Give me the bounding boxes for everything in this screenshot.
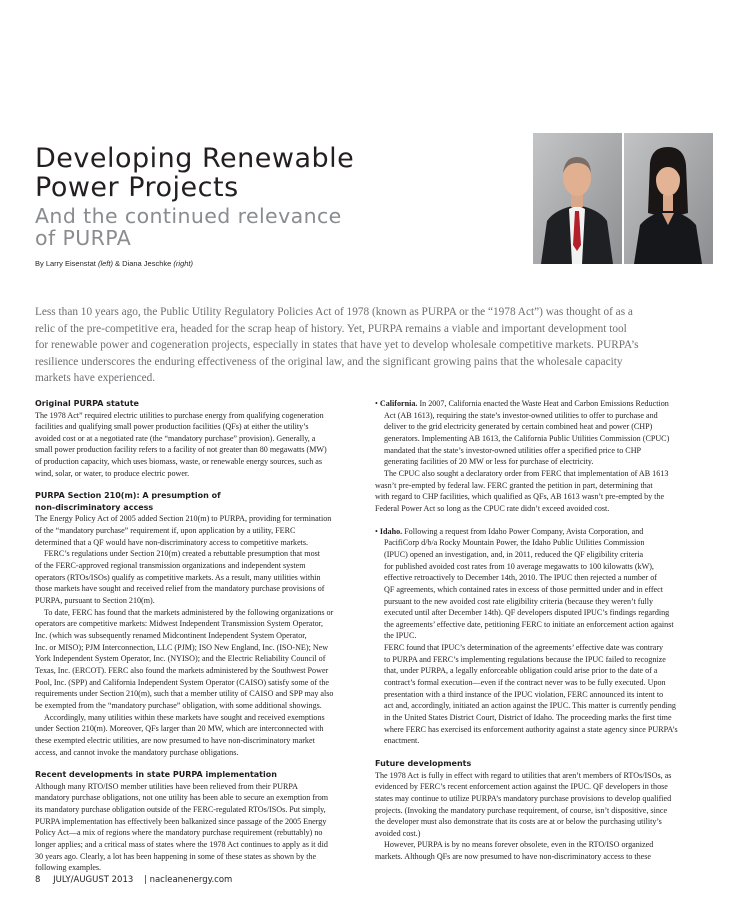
body-line: for published avoided cost rates from 10 average megawatts to 100 kilowatts (kW), xyxy=(384,561,654,571)
body-line: mandatory purchase obligations, not one utility has been able to secure an exemption from xyxy=(35,793,329,803)
bullet-icon: • xyxy=(375,526,378,536)
body-line: PacifiCorp d/b/a Rocky Mountain Power, the Idaho Public Utilities Commission xyxy=(384,538,645,548)
body-line: be exempted from the “mandatory purchase” obligation, with some additional showings. xyxy=(35,700,322,710)
page-number: 8 xyxy=(35,875,41,885)
body-line: PURPA, pursuant to Section 210(m). xyxy=(35,596,155,606)
body-line: those markets have sought and received relief from the mandatory purchase provisions of xyxy=(35,584,325,594)
author-photo-diana-jeschke xyxy=(624,133,713,264)
footer-website: nacleanenergy.com xyxy=(149,875,233,885)
lede-line: Less than 10 years ago, the Public Utility Regulatory Policies Act of 1978 (known as PURPA or the “1978 Act”) was thought of as a xyxy=(35,306,633,318)
body-line: wind, solar, or water, to produce electric power. xyxy=(35,468,190,478)
body-line: Inc. or MISO); PJM Interconnection, LLC (PJM); ISO New England, Inc. (ISO-NE); New xyxy=(35,642,329,652)
subtitle-line: And the continued relevance xyxy=(35,204,342,228)
body-line: York Independent System Operator, Inc. (NYISO); and the Electric Reliability Council of xyxy=(35,654,326,664)
body-line: presentation with a third instance of the IPUC violation, FERC announced its intent to xyxy=(384,689,664,699)
body-line: facilities and qualifying small power production facilities (QFs) at either the utility’s xyxy=(35,422,309,432)
body-line: The 1978 Act” required electric utilities to purchase energy from qualifying cogeneration xyxy=(35,410,324,420)
body-line: to PURPA and FERC’s implementing regulations because the IPUC failed to recognize xyxy=(384,654,666,664)
body-line: The CPUC also sought a declaratory order from FERC that implementation of AB 1613 xyxy=(384,468,669,478)
body-line: contract’s formal execution—even if the contract never was to be fully executed. Upon xyxy=(384,678,666,688)
body-line: generating facilities of 20 MW or less for purchase of electricity. xyxy=(384,457,594,467)
body-line: (IPUC) opened an investigation, and, in 2011, reduced the QF eligibility criteria xyxy=(384,549,644,559)
subtitle-line: of PURPA xyxy=(35,226,132,250)
page-footer xyxy=(35,875,232,885)
body-line: the IPUC. xyxy=(384,631,417,641)
body-line: states may continue to utilize PURPA’s mandatory purchase provisions to develop qualified xyxy=(375,793,672,803)
byline-right-note: (right) xyxy=(173,259,193,268)
body-line: Pool, Inc. (SPP) and California Independent System Operator (CAISO) satisfy some of the xyxy=(35,677,330,687)
body-line: projects. (Invoking the mandatory purchase requirement, of course, isn’t dispositive, since xyxy=(375,805,668,815)
body-line: with regard to CHP facilities, which qualified as QFs, AB 1613 wasn’t pre-empted by the xyxy=(375,492,665,502)
body-line: under Section 210(m). Moreover, QFs larger than 20 MW, which are interconnected with xyxy=(35,724,324,734)
body-line: requirements under Section 210(m), such that a member utility of CAISO and SPP may also xyxy=(35,689,334,699)
body-line: QF agreements, which contained rates in excess of those permitted under and in effect xyxy=(384,584,663,594)
body-line: executed until after December 14th). QF developers disputed IPUC’s findings regarding xyxy=(384,608,670,618)
body-line: following examples. xyxy=(35,863,102,873)
section-heading: Recent developments in state PURPA implementation xyxy=(35,770,277,780)
body-line: act and, accordingly, initiated an action against the IPUC. This matter is currently pending xyxy=(384,701,676,711)
body-line: in the United States District Court, District of Idaho. The proceeding marks the first time xyxy=(384,713,672,723)
body-line: markets. Although QFs are now presumed to have non-discriminatory access to these xyxy=(375,852,652,862)
body-line: where FERC has exercised its enforcement authority against a state agency since PURPA’s xyxy=(384,724,678,734)
body-line: evidenced by FERC’s recent enforcement action against the IPUC. QF developers in those xyxy=(375,782,668,792)
title-line: Developing Renewable xyxy=(35,143,355,174)
body-line: The 1978 Act is fully in effect with regard to utilities that aren’t members of RTOs/ISOs, as xyxy=(375,770,672,780)
body-line: Policy Act—a mix of regions where the mandatory purchase requirement (rebuttably) no xyxy=(35,828,323,838)
section-heading: PURPA Section 210(m): A presumption of xyxy=(35,491,221,501)
byline-prefix: By Larry Eisenstat xyxy=(35,259,98,268)
body-line: The Energy Policy Act of 2005 added Section 210(m) to PURPA, providing for termination xyxy=(35,514,332,524)
bullet-label-california: California. xyxy=(379,399,418,408)
body-line: Although many RTO/ISO member utilities have been relieved from their PURPA xyxy=(35,781,298,791)
lede-line: for renewable power and cogeneration projects, especially in states that have yet to develop wholesale competitive markets. PURPA’s xyxy=(35,339,639,351)
body-line: FERC found that IPUC’s determination of the agreements’ effective date was contrary xyxy=(384,643,664,653)
body-line: of the FERC-approved regional transmission organizations and independent system xyxy=(35,561,306,571)
article-subtitle xyxy=(35,205,342,249)
body-line: of the “mandatory purchase” requirement if, upon application by a utility, FERC xyxy=(35,526,296,536)
section-heading: non-discriminatory access xyxy=(35,502,154,512)
body-text: In 2007, California enacted the Waste Heat and Carbon Emissions Reduction xyxy=(417,399,669,408)
body-line: deliver to the grid electricity generated by certain combined heat and power (CHP) xyxy=(384,422,653,432)
body-line: Inc. (which was subsequently renamed Midcontinent Independent System Operator, xyxy=(35,631,307,640)
body-line: these exempted electric utilities, are now presumed to have non-discriminatory market xyxy=(35,735,315,745)
byline-left-note: (left) xyxy=(97,259,113,268)
body-line: wasn’t pre-empted by federal law. FERC granted the petition in part, determining that xyxy=(375,480,653,490)
body-line: small power production facility refers to a facility of not greater than 80 megawatts (MW) xyxy=(35,445,327,455)
body-line: effective retroactively to December 14th, 2010. The IPUC then rejected a number of xyxy=(384,573,657,583)
author-photo-larry-eisenstat xyxy=(533,133,622,264)
body-line: PURPA implementation has effectively been balkanized since passage of the 2005 Energy xyxy=(35,816,327,826)
body-line: avoided cost.) xyxy=(375,828,421,838)
body-line: FERC’s regulations under Section 210(m) created a rebuttable presumption that most xyxy=(44,549,321,559)
body-line: access, and cannot invoke the mandatory purchase obligations. xyxy=(35,747,239,757)
right-column xyxy=(375,398,715,863)
body-line: Accordingly, many utilities within these markets have sought and received exemptions xyxy=(44,712,325,722)
body-line: Texas, Inc. (ERCOT). FERC also found the markets administered by the Southwest Power xyxy=(35,665,329,675)
body-line: that, under PURPA, a legally enforceable obligation could arise prior to the date of a xyxy=(384,666,658,676)
title-line: Power Projects xyxy=(35,172,239,203)
section-heading: Future developments xyxy=(375,759,472,769)
body-line: operators (RTOs/ISOs) qualify as competitive markets. As a result, many utilities within xyxy=(35,572,321,582)
body-line: 30 years ago. Clearly, a lot has been happening in some of these states as shown by the xyxy=(35,851,317,861)
body-line: the agreements’ effective date, petitioning FERC to initiate an enforcement action against xyxy=(384,619,674,629)
lede-line: markets have experienced. xyxy=(35,372,156,384)
lede-line: relic of the pre-competitive era, headed for the scrap heap of history. Yet, PURPA remains a viable and important development tool xyxy=(35,322,627,335)
body-line: avoided cost or at a negotiated rate (the “mandatory purchase” provision). Generally, a xyxy=(35,433,316,443)
body-line: operators are competitive markets: Midwest Independent Transmission System Operator, xyxy=(35,619,324,629)
left-column xyxy=(35,398,368,874)
byline-middle: & Diana Jeschke xyxy=(112,259,174,268)
body-line: the developer must also demonstrate that its costs are at or below the purchasing utility’s xyxy=(375,817,662,827)
body-line: generators. Implementing AB 1613, the California Public Utilities Commission (CPUC) xyxy=(384,433,670,443)
body-line: To date, FERC has found that the markets administered by the following organizations or xyxy=(44,607,334,617)
body-line: of production capacity, which uses biomass, waste, or renewable energy sources, such as xyxy=(35,457,323,467)
issue-date: JULY/AUGUST 2013 xyxy=(53,875,134,885)
bullet-icon: • xyxy=(375,399,378,408)
footer-separator: | xyxy=(144,875,147,885)
body-line: pursuant to the new avoided cost rate eligibility criteria (because they weren’t fully xyxy=(384,596,654,606)
bullet-label-idaho: Idaho. xyxy=(379,526,403,536)
body-line: enactment. xyxy=(384,736,420,746)
bullet-line-california xyxy=(375,398,715,410)
article-lede xyxy=(35,304,709,387)
body-line: determined that a QF would have non-discriminatory access to competitive markets. xyxy=(35,537,309,547)
byline xyxy=(35,259,193,268)
article-title xyxy=(35,144,354,202)
lede-line: resilience underscores the enduring effectiveness of the original law, and the significant growing pains that the wholesale capacity xyxy=(35,355,623,368)
body-line: Act (AB 1613), requiring the state’s investor-owned utilities to offer to purchase and xyxy=(384,410,658,420)
body-line: Federal Power Act so long as the CPUC rate didn’t exceed avoided cost. xyxy=(375,503,610,513)
section-heading: Original PURPA statute xyxy=(35,399,139,408)
body-line: longer applies; and a critical mass of states where the 1978 Act continues to apply as it did xyxy=(35,840,328,849)
body-line: mandated that the state’s investor-owned utilities offer a specified price to CHP xyxy=(384,445,642,455)
bullet-line-idaho xyxy=(375,526,715,538)
body-line: its mandatory purchase obligation outside of the FERC-regulated RTOs/ISOs. Put simply, xyxy=(35,805,326,815)
body-line: However, PURPA is by no means forever obsolete, even in the RTO/ISO organized xyxy=(384,840,654,850)
body-text: Following a request from Idaho Power Company, Avista Corporation, and xyxy=(402,526,644,536)
